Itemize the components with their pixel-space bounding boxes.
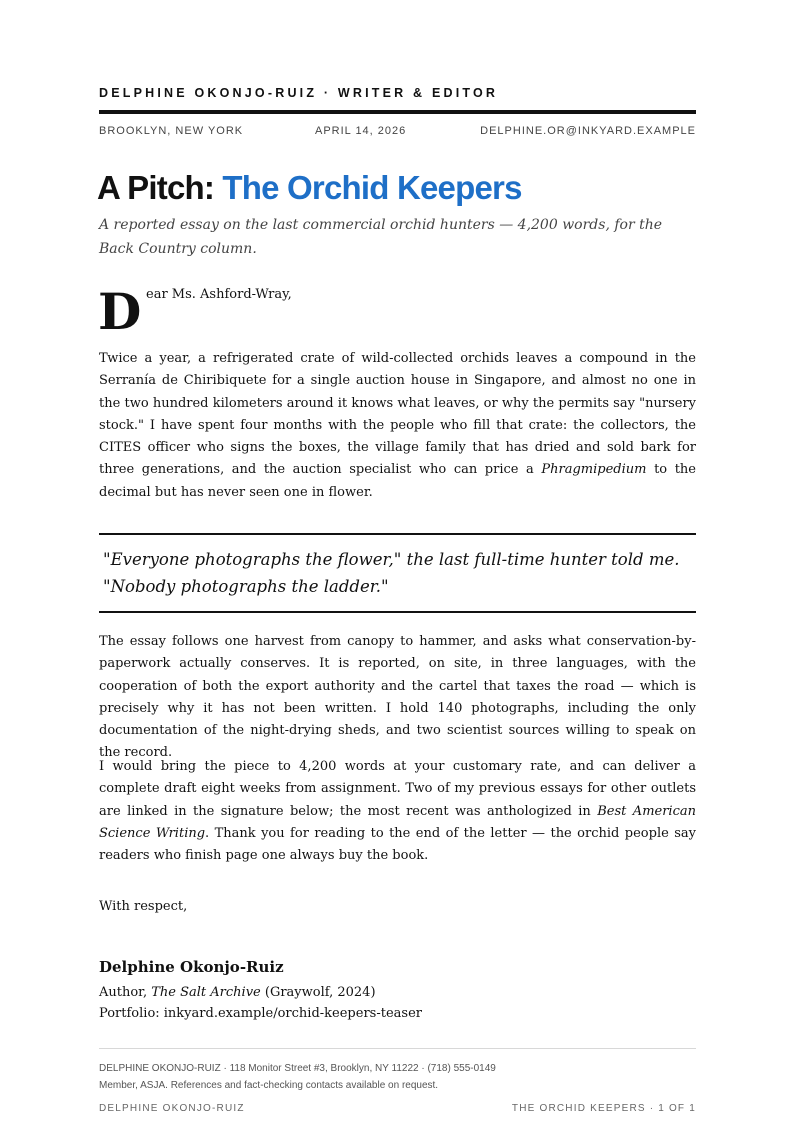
para1-emphasis: Phragmipedium bbox=[541, 462, 647, 478]
footer-rule bbox=[99, 1048, 696, 1049]
signature-name: Delphine Okonjo-Ruiz bbox=[99, 958, 284, 976]
pullquote-top-rule bbox=[99, 533, 696, 535]
signature-portfolio-line[interactable]: Portfolio: inkyard.example/orchid-keepers-teaser bbox=[99, 1006, 422, 1021]
book-title: The Salt Archive bbox=[151, 985, 261, 1000]
author-prefix: Author, bbox=[99, 985, 152, 1000]
book-suffix: (Graywolf, 2024) bbox=[260, 985, 376, 1000]
para3-text-b: . Thank you for reading to the end of the letter — the orchid people say readers who finish page one always buy the book. bbox=[99, 825, 696, 864]
title-accent: The Orchid Keepers bbox=[222, 169, 522, 206]
page-title bbox=[97, 168, 522, 208]
running-footer-right: THE ORCHID KEEPERS · 1 OF 1 bbox=[511, 1103, 696, 1114]
para3-emphasis: Best American Science Writing bbox=[99, 803, 696, 841]
subtitle: A reported essay on the last commercial orchid hunters — 4,200 words, for the Back Country column. bbox=[99, 217, 663, 257]
location-label: BROOKLYN, NEW YORK bbox=[99, 125, 244, 137]
body-paragraph-1 bbox=[99, 348, 696, 504]
salutation: ear Ms. Ashford-Wray, bbox=[146, 287, 292, 302]
drop-cap: D bbox=[98, 282, 142, 341]
para1-text-b: to the decimal but has never seen one in flower. bbox=[99, 462, 696, 500]
masthead-rule bbox=[99, 110, 696, 114]
pullquote: "Everyone photographs the flower," the last full-time hunter told me. "Nobody photographs the ladder." bbox=[103, 550, 680, 596]
body-paragraph-3 bbox=[99, 756, 696, 867]
running-footer-left: DELPHINE OKONJO-RUIZ bbox=[99, 1103, 245, 1114]
footer-address: DELPHINE OKONJO-RUIZ · 118 Monitor Street #3, Brooklyn, NY 11222 · (718) 555-0149 bbox=[99, 1063, 496, 1074]
para1-text-a: Twice a year, a refrigerated crate of wild-collected orchids leaves a compound in the Serranía de Chiribiquete for a single auction house in Singapore, and almost no one in the two hundred kilometers around it knows what leaves, or why the permits say "nursery stock." I have spent four months with the people who fill that crate: the collectors, the CITES officer who signs the boxes, the village family that has dried and sold bark for three generations, and the auction specialist who can price a bbox=[99, 351, 696, 478]
masthead: DELPHINE OKONJO-RUIZ · WRITER & EDITOR bbox=[99, 86, 499, 100]
date-label: APRIL 14, 2026 bbox=[315, 125, 407, 137]
para3-text-a: I would bring the piece to 4,200 words at your customary rate, and can deliver a complete draft eight weeks from assignment. Two of my previous essays for other outlets are linked in the signature below; the most recent was anthologized in bbox=[99, 759, 696, 819]
closing: With respect, bbox=[99, 899, 188, 914]
email-label: DELPHINE.OR@INKYARD.EXAMPLE bbox=[480, 125, 696, 137]
signature-author-line bbox=[99, 985, 376, 1000]
pullquote-bottom-rule bbox=[99, 611, 696, 613]
footer-membership: Member, ASJA. References and fact-checking contacts available on request. bbox=[99, 1080, 439, 1091]
title-prefix: A Pitch: bbox=[97, 169, 223, 206]
body-paragraph-2: The essay follows one harvest from canopy to hammer, and asks what conservation-by-paperwork actually conserves. It is reported, on site, in three languages, with the cooperation of both the export authority and the cartel that taxes the road — which is precisely why it has not been written. I hold 140 photographs, including the only documentation of the night-drying sheds, and two scientist sources willing to speak on the record. bbox=[99, 634, 696, 761]
